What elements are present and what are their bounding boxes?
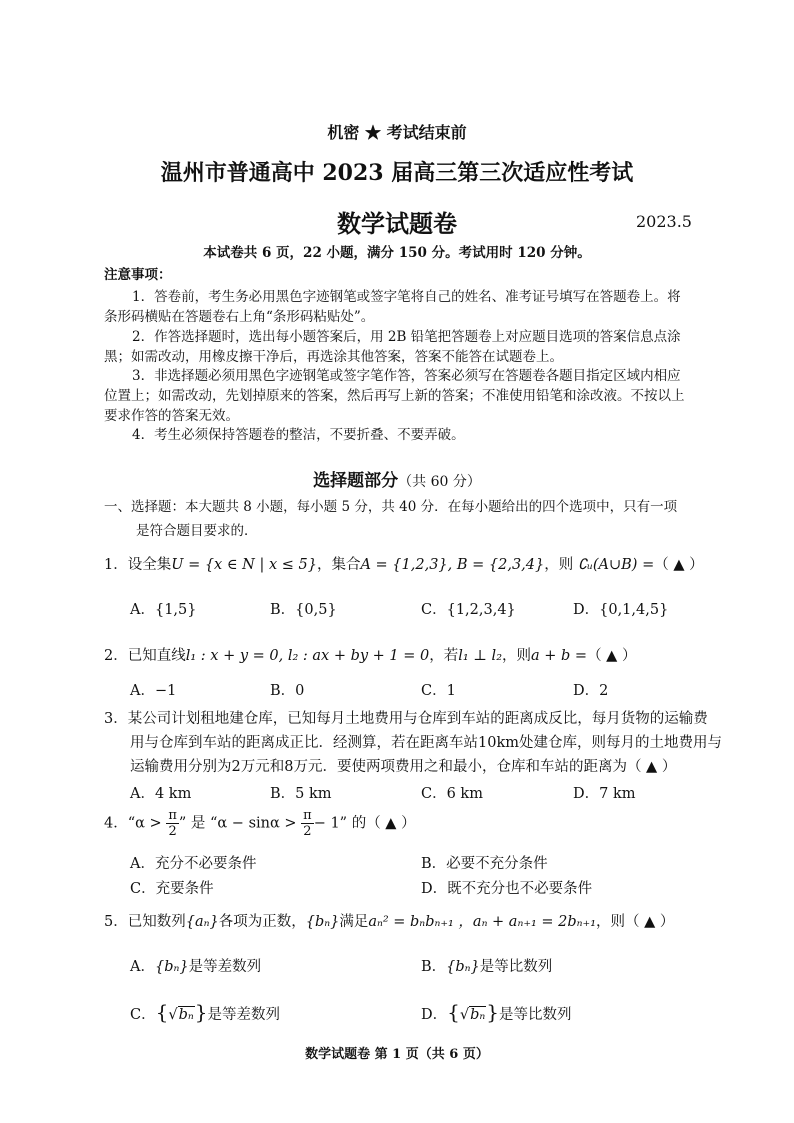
q5-c-text: 是等差数列 — [207, 1007, 280, 1023]
q5-option-c — [130, 1000, 280, 1024]
q2-text-a: 已知直线 — [127, 648, 186, 664]
note-item-1: 1．答卷前，考生务必用黑色字迹钢笔或签字笔将自己的姓名、准考证号填写在答题卷上。将条形码横贴在答题卷右上角“条形码粘贴处”。 — [104, 289, 681, 325]
q5-relations: aₙ² = bₙbₙ₊₁ ，aₙ + aₙ₊₁ = 2bₙ₊₁ — [368, 914, 597, 930]
q5-option-a — [130, 955, 261, 976]
q2-perpendicular-condition: l₁ ⊥ l₂ — [458, 648, 503, 664]
q5-option-d — [421, 1000, 572, 1024]
q5-text-b: 各项为正数， — [218, 914, 306, 930]
q3-option-a: A．4 km — [130, 786, 192, 802]
q5-sequence-a: {aₙ} — [185, 914, 219, 930]
question-4 — [104, 808, 416, 839]
q2-option-d: D．2 — [573, 683, 609, 699]
q2-number: 2． — [104, 648, 128, 664]
q5-a-label: A． — [130, 959, 155, 975]
q5-d-label: D． — [421, 1007, 448, 1023]
q5-b-seq: {bₙ} — [446, 959, 480, 975]
q5-c-sqrt: √ — [168, 1007, 178, 1023]
q5-text-d: ，则（ ▲ ） — [596, 914, 675, 930]
q4-cond-b-open: ” 是 “α − sinα > — [178, 815, 297, 832]
q1-answer-mark: （ ▲ ） — [654, 557, 704, 573]
q4-frac2-den: 2 — [303, 824, 312, 839]
q5-d-radicand: bₙ — [470, 1007, 486, 1023]
q5-text-a: 已知数列 — [127, 914, 186, 930]
exam-title: 温州市普通高中 2023 届高三第三次适应性考试 — [160, 160, 634, 186]
q5-d-brace-open: { — [447, 1000, 460, 1024]
q5-c-brace-close: } — [194, 1000, 208, 1024]
q4-frac1-num: π — [168, 808, 177, 823]
q1-number: 1． — [104, 557, 128, 573]
q5-b-label: B． — [421, 959, 447, 975]
q4-fraction-1 — [166, 808, 179, 839]
q4-frac2-num: π — [303, 808, 312, 823]
q5-option-b — [421, 955, 552, 976]
q2-answer-mark: （ ▲ ） — [587, 648, 637, 664]
section-title: 选择题部分 — [313, 471, 399, 491]
q1-universal-set: U = {x ∈ N | x ≤ 5} — [171, 557, 317, 573]
q1-option-b: B．{0,5} — [270, 602, 337, 618]
q4-fraction-2 — [301, 808, 314, 839]
q5-sequence-b: {bₙ} — [305, 914, 340, 930]
q5-d-text: 是等比数列 — [499, 1007, 572, 1023]
notes-heading: 注意事项： — [104, 267, 172, 283]
q2-line-equations: l₁ : x + y = 0, l₂ : ax + by + 1 = 0 — [185, 648, 430, 664]
q1-sets-ab: A = {1,2,3}, B = {2,3,4} — [360, 557, 545, 573]
q2-option-c: C．1 — [421, 683, 456, 699]
q4-close: ” 的（ ▲ ） — [339, 815, 416, 832]
page-footer: 数学试题卷 第 1 页（共 6 页） — [305, 1047, 489, 1062]
q2-text-b: ，若 — [429, 648, 459, 664]
exam-date: 2023.5 — [636, 212, 692, 231]
q5-c-radicand: bₙ — [178, 1007, 194, 1023]
q2-option-b: B．0 — [270, 683, 305, 699]
question-2 — [104, 644, 636, 665]
note-item-2: 2．作答选择题时，选出每小题答案后，用 2B 铅笔把答题卷上对应题目选项的答案信息点涂黑；如需改动，用橡皮擦干净后，再选涂其他答案，答案不能答在试题卷上。 — [104, 329, 681, 365]
q3-number: 3． — [104, 711, 128, 727]
note-item-4: 4．考生必须保持答题卷的整洁，不要折叠、不要弄破。 — [132, 427, 465, 443]
confidential-label: 机密 ★ 考试结束前 — [327, 123, 467, 142]
q1-option-c: C．{1,2,3,4} — [421, 602, 516, 618]
q2-option-a: A．−1 — [130, 683, 177, 699]
q5-a-seq: {bₙ} — [154, 959, 189, 975]
q2-expression: a + b = — [531, 648, 588, 664]
section-heading — [0, 466, 794, 491]
q4-frac1-den: 2 — [168, 824, 177, 839]
q5-c-brace-open: { — [155, 1000, 169, 1024]
q2-text-c: ，则 — [502, 648, 532, 664]
q4-number: 4． — [104, 815, 128, 832]
section-points: （共 60 分） — [398, 474, 481, 490]
q5-number: 5． — [104, 914, 128, 930]
q5-d-sqrt: √ — [459, 1007, 470, 1023]
q4-minus-one: − 1 — [313, 815, 340, 832]
q4-option-d: D．既不充分也不必要条件 — [421, 881, 593, 897]
q1-option-d: D．{0,1,4,5} — [573, 602, 669, 618]
q1-expression: ∁ᵤ(A∪B) = — [577, 557, 655, 573]
q5-b-text: 是等比数列 — [479, 959, 553, 975]
question-3-line-3: 运输费用分别为2万元和8万元．要使两项费用之和最小，仓库和车站的距离为（ ▲ ） — [130, 759, 677, 775]
q5-a-text: 是等差数列 — [188, 959, 262, 975]
q1-text-a: 设全集 — [127, 557, 172, 573]
section-instruction-line1 — [104, 495, 677, 515]
q1-option-a: A．{1,5} — [130, 602, 197, 618]
q4-option-a: A．充分不必要条件 — [130, 856, 257, 872]
paper-title: 数学试题卷 — [337, 209, 457, 238]
q4-option-c: C．充要条件 — [130, 881, 214, 897]
q5-text-c: 满足 — [339, 914, 369, 930]
section-instruction-line2: 是符合题目要求的． — [136, 523, 258, 539]
q3-option-d: D．7 km — [573, 786, 636, 802]
question-3-line-1 — [104, 707, 708, 728]
q4-cond-a-open: “α > — [127, 815, 162, 832]
q1-text-b: ，集合 — [316, 557, 361, 573]
q5-c-label: C． — [130, 1007, 156, 1023]
q4-option-b: B．必要不充分条件 — [421, 856, 548, 872]
q3-text-1: 某公司计划租地建仓库，已知每月土地费用与仓库到车站的距离成反比，每月货物的运输费 — [127, 711, 708, 727]
q3-option-b: B．5 km — [270, 786, 332, 802]
question-5 — [104, 910, 674, 931]
q1-text-c: ，则 — [544, 557, 574, 573]
question-1 — [104, 553, 704, 574]
q5-d-brace-close: } — [486, 1000, 500, 1024]
section-instruction-text-1: 一、选择题：本大题共 8 小题，每小题 5 分，共 40 分．在每小题给出的四个选项中，只有一项 — [104, 499, 678, 515]
exam-info: 本试卷共 6 页，22 小题，满分 150 分。考试用时 120 分钟。 — [203, 245, 591, 261]
note-item-3: 3．非选择题必须用黑色字迹钢笔或签字笔作答，答案必须写在答题卷各题目指定区域内相应位置上；如需改动，先划掉原来的答案，然后再写上新的答案；不准使用铅笔和涂改液。不按以上要求作答的答案无效。 — [104, 368, 685, 424]
q3-option-c: C．6 km — [421, 786, 483, 802]
question-3-line-2: 用与仓库到车站的距离成正比．经测算，若在距离车站10km处建仓库，则每月的土地费用与 — [130, 735, 722, 751]
